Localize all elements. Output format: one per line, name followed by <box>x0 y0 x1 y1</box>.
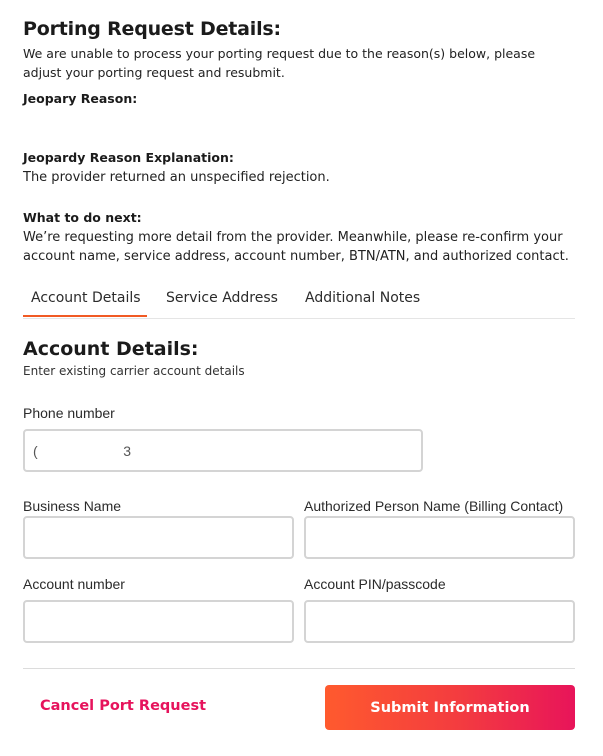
tab-bar <box>23 284 575 319</box>
tab-service-address[interactable]: Service Address <box>166 290 278 306</box>
submit-information-button[interactable]: Submit Information <box>325 685 575 730</box>
business-name-input[interactable] <box>25 518 292 557</box>
phone-number-field[interactable] <box>23 429 423 472</box>
next-steps-text: We’re requesting more detail from the provider. Meanwhile, please re-confirm your account name, service address, account number, BTN/ATN, and authorized contact. <box>23 230 569 264</box>
authorized-person-input[interactable] <box>306 518 573 557</box>
cancel-port-request-button[interactable]: Cancel Port Request <box>40 698 207 714</box>
next-steps-label: What to do next: <box>23 210 142 225</box>
jeopardy-explanation-value: The provider returned an unspecified rejection. <box>23 170 330 185</box>
tab-account-details[interactable]: Account Details <box>31 290 141 306</box>
account-details-title: Account Details: <box>23 338 199 360</box>
account-details-subtitle: Enter existing carrier account details <box>23 364 245 378</box>
account-pin-label: Account PIN/passcode <box>304 576 446 592</box>
jeopardy-reason-label: Jeopary Reason: <box>23 91 138 106</box>
authorized-person-field[interactable] <box>304 516 575 559</box>
account-number-input[interactable] <box>25 602 292 641</box>
account-pin-field[interactable] <box>304 600 575 643</box>
page-title: Porting Request Details: <box>23 18 281 40</box>
authorized-person-label: Authorized Person Name (Billing Contact) <box>304 498 564 514</box>
account-number-label: Account number <box>23 576 125 592</box>
phone-number-input[interactable] <box>25 431 421 470</box>
active-tab-indicator <box>23 315 147 317</box>
footer-divider <box>23 668 575 669</box>
jeopardy-explanation-label: Jeopardy Reason Explanation: <box>23 150 234 165</box>
account-number-field[interactable] <box>23 600 294 643</box>
business-name-label: Business Name <box>23 498 122 514</box>
tab-additional-notes[interactable]: Additional Notes <box>305 290 421 306</box>
account-pin-input[interactable] <box>306 602 573 641</box>
intro-text: We are unable to process your porting request due to the reason(s) below, please adjust your porting request and resubmit. <box>23 46 536 80</box>
phone-number-label: Phone number <box>23 405 115 421</box>
business-name-field[interactable] <box>23 516 294 559</box>
